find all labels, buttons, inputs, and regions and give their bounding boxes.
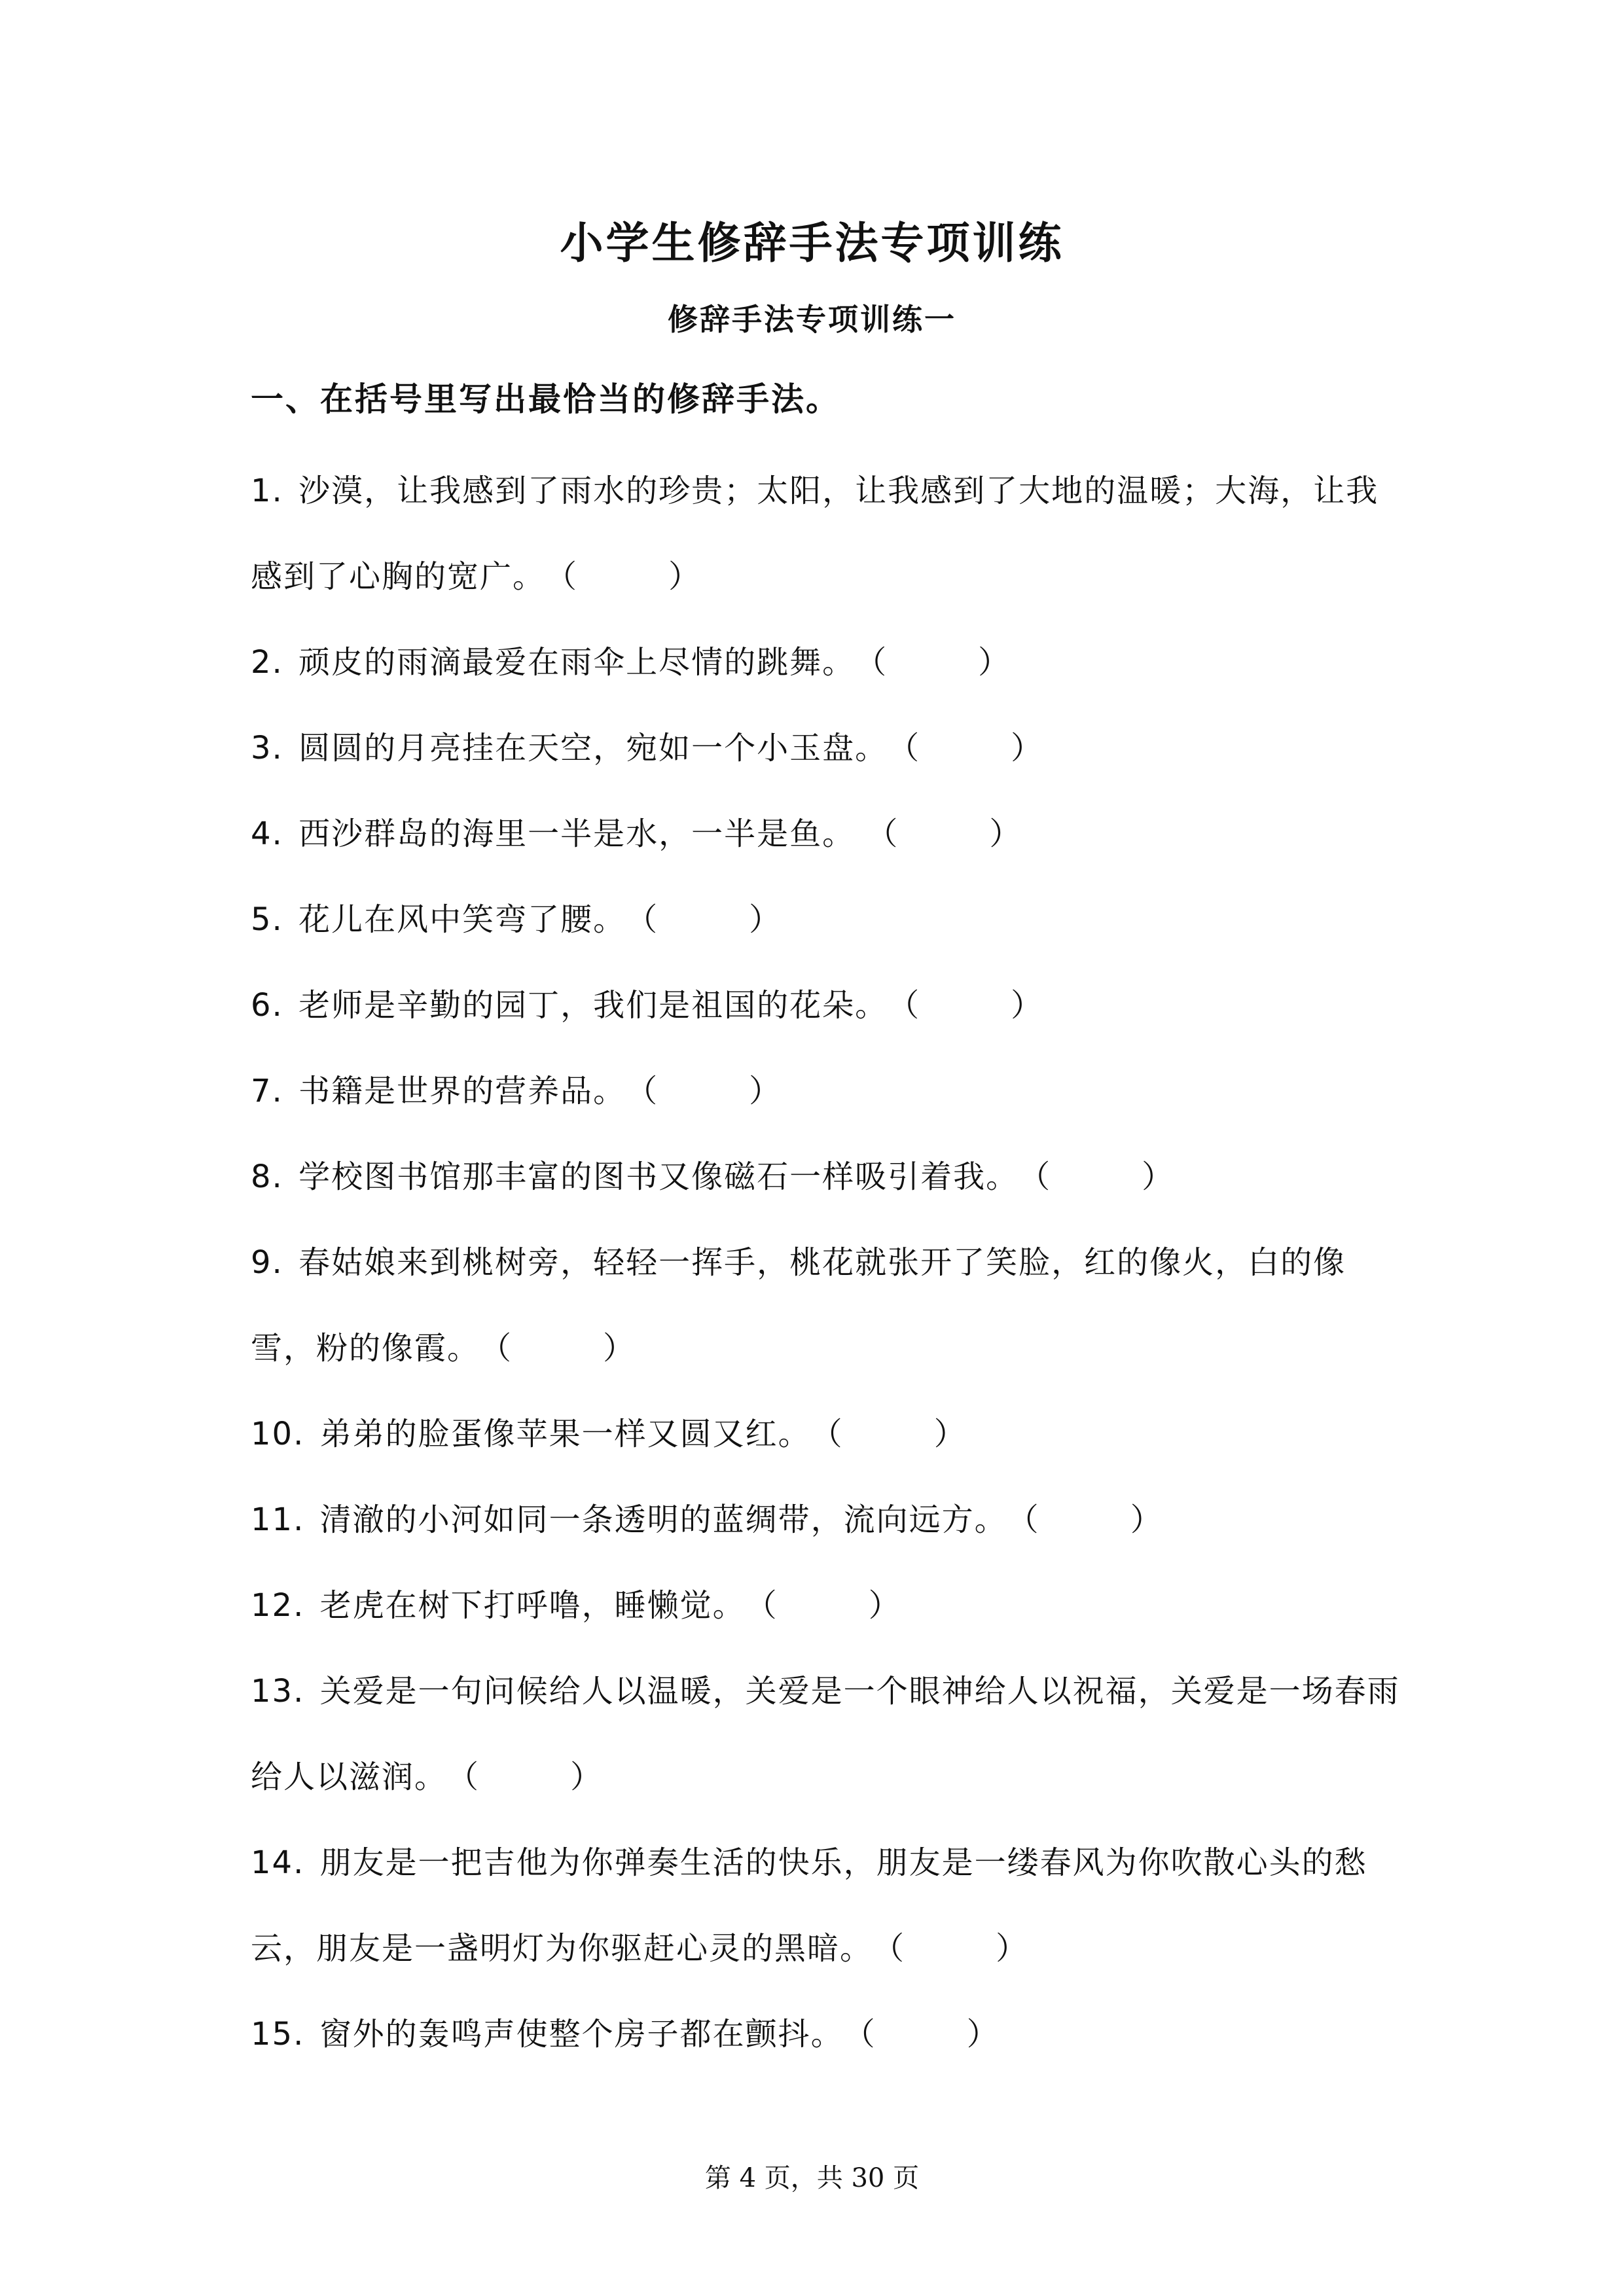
question-number: 1. (251, 473, 283, 509)
question-text: 西沙群岛的海里一半是水，一半是鱼。 (298, 816, 856, 852)
question-text: 老师是辛勤的园丁，我们是祖国的花朵。 (298, 987, 888, 1024)
question-list (251, 448, 1403, 2077)
question-item (251, 791, 1403, 877)
question-number: 3. (251, 730, 283, 766)
page-title: 小学生修辞手法专项训练 (560, 218, 1064, 268)
question-number: 12. (251, 1587, 305, 1624)
answer-blank[interactable]: （ ） (888, 730, 1044, 766)
question-number: 8. (251, 1158, 283, 1195)
question-text: 清澈的小河如同一条透明的蓝绸带，流向远方。 (319, 1501, 1007, 1538)
page-subtitle: 修辞手法专项训练一 (668, 302, 956, 337)
question-number: 7. (251, 1073, 283, 1109)
question-text: 朋友是一把吉他为你弹奏生活的快乐，朋友是一缕春风为你吹散心头的愁云，朋友是一盏明灯为你驱赶心灵的黑暗。 (251, 1844, 1367, 1967)
question-text: 学校图书馆那丰富的图书又像磁石一样吸引着我。 (298, 1158, 1019, 1195)
answer-blank[interactable]: （ ） (745, 1587, 901, 1624)
question-number: 6. (251, 987, 283, 1024)
question-text: 沙漠，让我感到了雨水的珍贵；太阳，让我感到了大地的温暖；大海，让我感到了心胸的宽广。 (251, 473, 1379, 595)
answer-blank[interactable]: （ ） (545, 558, 702, 595)
question-item (251, 1134, 1403, 1220)
question-item (251, 877, 1403, 963)
question-text: 窗外的轰鸣声使整个房子都在颤抖。 (319, 2016, 844, 2053)
question-number: 10. (251, 1416, 305, 1452)
section-heading: 一、在括号里写出最恰当的修辞手法。 (251, 380, 840, 418)
question-number: 9. (251, 1244, 283, 1281)
question-number: 11. (251, 1501, 305, 1538)
answer-blank[interactable]: （ ） (480, 1330, 636, 1367)
question-item (251, 1477, 1403, 1563)
question-number: 2. (251, 644, 283, 681)
answer-blank[interactable]: （ ） (855, 816, 1022, 852)
answer-blank[interactable]: （ ） (810, 1416, 967, 1452)
question-text: 春姑娘来到桃树旁，轻轻一挥手，桃花就张开了笑脸，红的像火，白的像雪，粉的像霞。 (251, 1244, 1346, 1367)
answer-blank[interactable]: （ ） (626, 901, 782, 938)
question-item (251, 620, 1403, 706)
answer-blank[interactable]: （ ） (1007, 1501, 1163, 1538)
question-item (251, 1220, 1403, 1391)
question-item (251, 963, 1403, 1049)
question-text: 花儿在风中笑弯了腰。 (298, 901, 626, 938)
question-number: 14. (251, 1844, 305, 1881)
answer-blank[interactable]: （ ） (843, 2016, 1000, 2053)
answer-blank[interactable]: （ ） (447, 1759, 604, 1795)
question-item (251, 1820, 1403, 1992)
question-item (251, 1992, 1403, 2077)
answer-blank[interactable]: （ ） (888, 987, 1044, 1024)
question-item (251, 1391, 1403, 1477)
question-item (251, 448, 1403, 620)
question-text: 圆圆的月亮挂在天空，宛如一个小玉盘。 (298, 730, 888, 766)
question-item (251, 1649, 1403, 1820)
question-item (251, 1049, 1403, 1134)
question-text: 书籍是世界的营养品。 (298, 1073, 626, 1109)
question-text: 老虎在树下打呼噜，睡懒觉。 (319, 1587, 746, 1624)
answer-blank[interactable]: （ ） (1019, 1158, 1175, 1195)
question-text: 弟弟的脸蛋像苹果一样又圆又红。 (319, 1416, 811, 1452)
answer-blank[interactable]: （ ） (626, 1073, 782, 1109)
question-number: 4. (251, 816, 283, 852)
question-item (251, 1563, 1403, 1649)
question-item (251, 706, 1403, 791)
answer-blank[interactable]: （ ） (855, 644, 1011, 681)
question-number: 15. (251, 2016, 305, 2053)
question-number: 5. (251, 901, 283, 938)
question-number: 13. (251, 1673, 305, 1710)
answer-blank[interactable]: （ ） (873, 1930, 1029, 1967)
page-footer: 第 4 页，共 30 页 (704, 2163, 920, 2193)
question-text: 关爱是一句问候给人以温暖，关爱是一个眼神给人以祝福，关爱是一场春雨给人以滋润。 (251, 1673, 1400, 1795)
question-text: 顽皮的雨滴最爱在雨伞上尽情的跳舞。 (298, 644, 856, 681)
